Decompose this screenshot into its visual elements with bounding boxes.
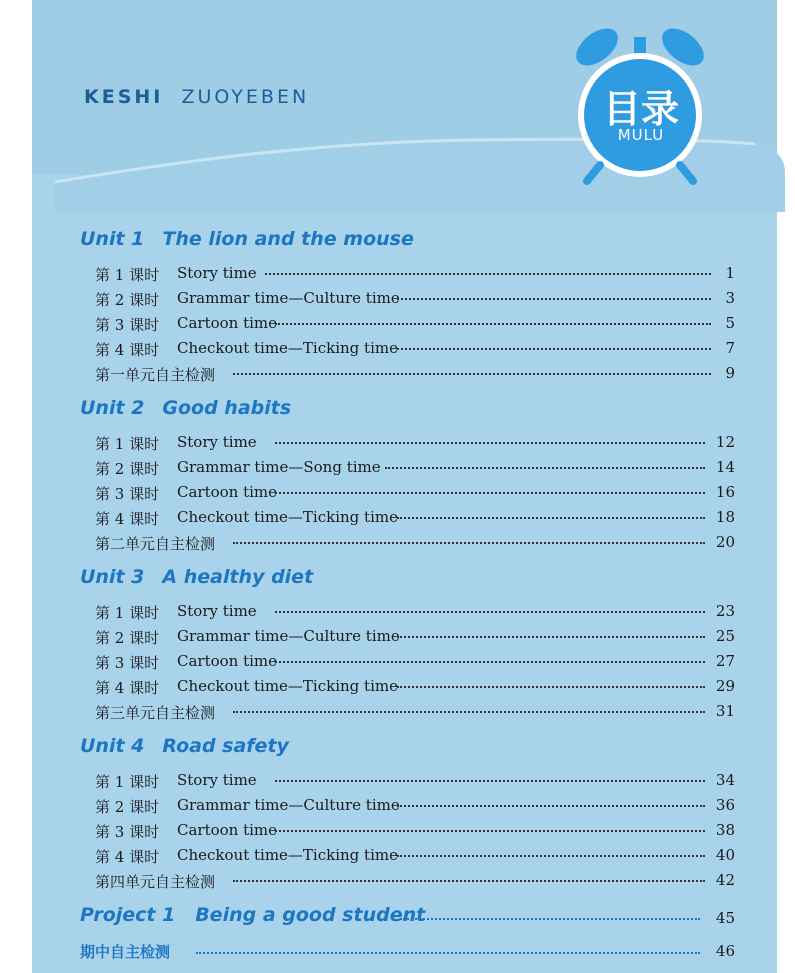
- toc-entry[interactable]: [95, 458, 735, 480]
- toc-entry-test[interactable]: [95, 871, 735, 893]
- unit-number: Unit 2: [80, 397, 145, 419]
- lesson-label: 第 4 课时: [95, 848, 160, 866]
- page-number: 23: [715, 602, 735, 620]
- lesson-label: 第 2 课时: [95, 291, 160, 309]
- unit-heading[interactable]: [80, 566, 313, 588]
- unit-number: Unit 3: [80, 566, 145, 588]
- toc-subtitle: MULU: [617, 126, 665, 144]
- toc-entry-test[interactable]: [95, 702, 735, 724]
- leader-dots: [397, 517, 705, 519]
- lesson-title: Cartoon time: [177, 483, 278, 501]
- lesson-label: 第 2 课时: [95, 629, 160, 647]
- page-number: 36: [715, 796, 735, 814]
- page-number: 25: [715, 627, 735, 645]
- lesson-title: Grammar time—Culture time: [177, 627, 400, 645]
- lesson-label: 第 1 课时: [95, 773, 160, 791]
- lesson-label: 第 1 课时: [95, 266, 160, 284]
- lesson-title: Grammar time—Culture time: [177, 289, 400, 307]
- leader-dots: [275, 442, 705, 444]
- unit-name: The lion and the mouse: [162, 228, 414, 250]
- toc-entry[interactable]: [95, 821, 735, 843]
- lesson-title: Checkout time—Ticking time: [177, 677, 398, 695]
- leader-dots: [275, 661, 705, 663]
- unit-name: Road safety: [162, 735, 289, 757]
- lesson-title: Checkout time—Ticking time: [177, 846, 398, 864]
- brand-logo-text: [84, 86, 309, 108]
- lesson-title: Story time: [177, 433, 257, 451]
- toc-title: 目录: [602, 87, 679, 131]
- test-title: 第三单元自主检测: [95, 704, 216, 722]
- lesson-label: 第 3 课时: [95, 316, 160, 334]
- leader-dots: [397, 348, 711, 350]
- toc-entry[interactable]: [95, 264, 735, 286]
- page-number: 5: [725, 314, 735, 332]
- leader-dots: [385, 467, 705, 469]
- leader-dots: [275, 830, 705, 832]
- leader-dots: [233, 542, 705, 544]
- leader-dots: [275, 611, 705, 613]
- page-number: 27: [715, 652, 735, 670]
- lesson-label: 第 1 课时: [95, 435, 160, 453]
- lesson-title: Story time: [177, 602, 257, 620]
- lesson-label: 第 4 课时: [95, 510, 160, 528]
- toc-entry[interactable]: [95, 339, 735, 361]
- unit-number: Unit 4: [80, 735, 145, 757]
- leader-dots: [397, 298, 711, 300]
- leader-dots: [397, 855, 705, 857]
- lesson-title: Cartoon time: [177, 314, 278, 332]
- page-number: 14: [715, 458, 735, 476]
- lesson-title: Checkout time—Ticking time: [177, 339, 398, 357]
- leader-dots: [233, 373, 711, 375]
- page-number: 3: [725, 289, 735, 307]
- midterm-title[interactable]: 期中自主检测: [80, 943, 171, 961]
- leader-dots: [233, 880, 705, 882]
- toc-entry[interactable]: [95, 627, 735, 649]
- toc-entry[interactable]: [95, 652, 735, 674]
- unit-number: Unit 1: [80, 228, 145, 250]
- lesson-title: Checkout time—Ticking time: [177, 508, 398, 526]
- page-number: 31: [715, 702, 735, 720]
- project-heading[interactable]: [80, 904, 425, 926]
- project-number: Project 1: [80, 904, 176, 926]
- leader-dots: [233, 711, 705, 713]
- page-number: 16: [715, 483, 735, 501]
- toc-entry-test[interactable]: [95, 533, 735, 555]
- toc-entry-test[interactable]: [95, 364, 735, 386]
- page-number: 46: [715, 942, 735, 960]
- toc-entry[interactable]: [95, 846, 735, 868]
- brand-keshi: KESHI: [84, 86, 164, 108]
- leader-dots: [275, 323, 711, 325]
- lesson-label: 第 3 课时: [95, 485, 160, 503]
- toc-entry[interactable]: [95, 289, 735, 311]
- toc-entry[interactable]: [95, 433, 735, 455]
- test-title: 第二单元自主检测: [95, 535, 216, 553]
- test-title: 第四单元自主检测: [95, 873, 216, 891]
- toc-entry[interactable]: [95, 677, 735, 699]
- lesson-title: Story time: [177, 264, 257, 282]
- page-number: 40: [715, 846, 735, 864]
- page-number: 9: [725, 364, 735, 382]
- brand-zuoyeben: ZUOYEBEN: [181, 86, 310, 108]
- leader-dots: [275, 780, 705, 782]
- toc-entry[interactable]: [95, 483, 735, 505]
- page-number: 42: [715, 871, 735, 889]
- page-number: 29: [715, 677, 735, 695]
- leader-dots: [397, 805, 705, 807]
- lesson-title: Cartoon time: [177, 821, 278, 839]
- lesson-title: Story time: [177, 771, 257, 789]
- page-number: 12: [715, 433, 735, 451]
- leader-dots: [397, 636, 705, 638]
- lesson-title: Grammar time—Culture time: [177, 796, 400, 814]
- leader-dots: [397, 686, 705, 688]
- page-number: 1: [725, 264, 735, 282]
- page-margin-left: [0, 0, 32, 973]
- lesson-title: Grammar time—Song time: [177, 458, 381, 476]
- lesson-label: 第 4 课时: [95, 341, 160, 359]
- page-number: 38: [715, 821, 735, 839]
- lesson-label: 第 2 课时: [95, 460, 160, 478]
- project-name: Being a good student: [195, 904, 426, 926]
- toc-entry[interactable]: [95, 508, 735, 530]
- unit-heading[interactable]: [80, 735, 289, 757]
- lesson-title: Cartoon time: [177, 652, 278, 670]
- toc-entry[interactable]: [95, 796, 735, 818]
- leader-dots: [275, 492, 705, 494]
- leader-dots: [265, 273, 711, 275]
- page-number: 34: [715, 771, 735, 789]
- unit-heading[interactable]: [80, 228, 414, 250]
- page-number: 45: [715, 909, 735, 927]
- toc-entry[interactable]: [95, 314, 735, 336]
- page-number: 20: [715, 533, 735, 551]
- leader-dots: [400, 918, 700, 920]
- lesson-label: 第 4 课时: [95, 679, 160, 697]
- page-number: 7: [725, 339, 735, 357]
- page-number: 18: [715, 508, 735, 526]
- test-title: 第一单元自主检测: [95, 366, 216, 384]
- leader-dots: [196, 952, 700, 954]
- unit-heading[interactable]: [80, 397, 291, 419]
- lesson-label: 第 3 课时: [95, 823, 160, 841]
- unit-name: Good habits: [162, 397, 292, 419]
- lesson-label: 第 3 课时: [95, 654, 160, 672]
- toc-entry[interactable]: [95, 602, 735, 624]
- lesson-label: 第 2 课时: [95, 798, 160, 816]
- lesson-label: 第 1 课时: [95, 604, 160, 622]
- toc-entry[interactable]: [95, 771, 735, 793]
- unit-name: A healthy diet: [162, 566, 314, 588]
